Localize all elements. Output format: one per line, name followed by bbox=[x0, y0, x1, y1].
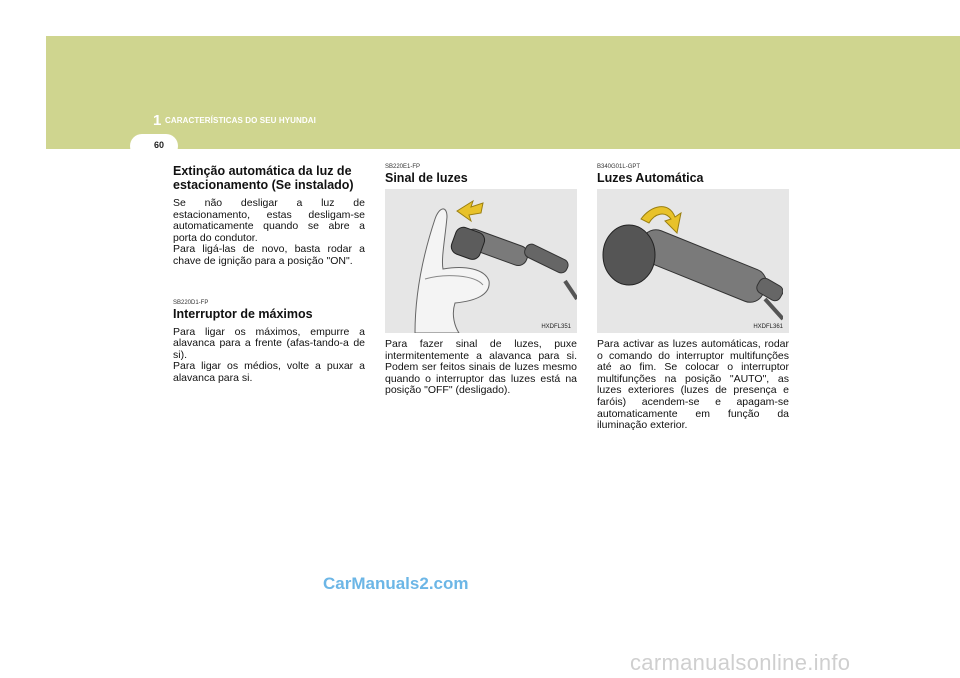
chapter-number: 1 bbox=[153, 112, 162, 129]
auto-lights-figure-label: HXDFL361 bbox=[753, 324, 783, 330]
flash-lights-body: Para fazer sinal de luzes, puxe intermitentemente a alavanca para si. Podem ser feitos sinais de luzes mesmo quando o interruptor das luzes está na posição "OFF" (desligado). bbox=[385, 338, 577, 397]
flash-lights-figure bbox=[385, 189, 577, 333]
middle-column bbox=[385, 164, 577, 397]
auto-lights-figure bbox=[597, 189, 789, 333]
auto-lights-heading: Luzes Automática bbox=[597, 171, 704, 185]
header-band bbox=[46, 36, 960, 149]
light-switch-rotate-illustration bbox=[597, 189, 783, 333]
left-column bbox=[173, 164, 365, 385]
footer-watermark: carmanualsonline.info bbox=[630, 650, 851, 675]
chapter-title: CARACTERÍSTICAS DO SEU HYUNDAI bbox=[165, 116, 317, 125]
high-beam-heading: Interruptor de máximos bbox=[173, 306, 313, 321]
high-beam-code: SB220D1-FP bbox=[173, 299, 209, 306]
auto-parking-light-heading: Extinção automática da luz de estacionamento (Se instalado) bbox=[173, 164, 354, 192]
right-column bbox=[597, 164, 789, 432]
flash-lights-heading: Sinal de luzes bbox=[385, 171, 468, 185]
high-beam-body: Para ligar os máximos, empurre a alavanca para a frente (afas-tando-a de si). Para ligar os médios, volte a puxar a alavanca para si. bbox=[173, 325, 365, 384]
auto-parking-light-body: Se não desligar a luz de estacionamento, estas desligam-se automaticamente quando se abre a porta do condutor. Para ligá-las de novo, basta rodar a chave de ignição para a posição "ON". bbox=[173, 197, 365, 267]
auto-lights-code: B340G01L-GPT bbox=[597, 164, 641, 170]
auto-lights-body: Para activar as luzes automáticas, rodar o comando do interruptor multifunções até ao fim. Se colocar o interruptor multifunções na posição "AUTO", as luzes exteriores (luzes de presença e faróis) acendem-se e apagam-se automaticamente em função da iluminação exterior. bbox=[597, 338, 789, 432]
carmanuals2-watermark[interactable]: CarManuals2.com bbox=[323, 574, 469, 593]
turn-signal-stalk-pull-illustration bbox=[385, 189, 577, 333]
flash-lights-figure-label: HXDFL351 bbox=[541, 324, 571, 330]
flash-lights-code: SB220E1-FP bbox=[385, 164, 421, 170]
page-number: 60 bbox=[154, 140, 165, 150]
